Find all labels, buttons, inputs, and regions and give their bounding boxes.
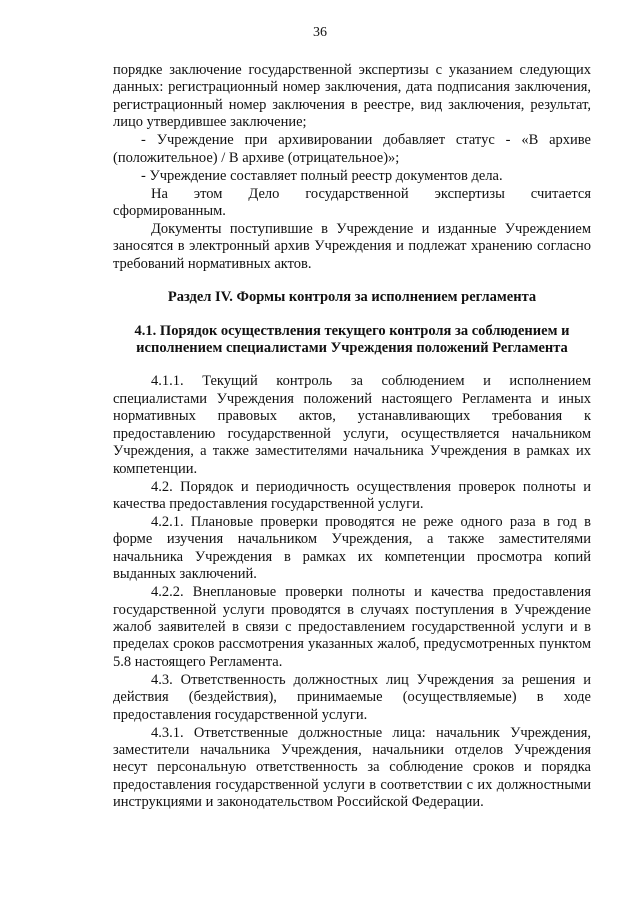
section-heading: Раздел IV. Формы контроля за исполнением регламента xyxy=(167,289,537,306)
paragraph-archive-data: порядке заключение государственной экспертизы с указанием следующих данных: регистрационный номер заключения, дата подписания заключения, регистрационный номер заключения в реестре, вид заключения, результат, лицо утвердившее заключение; xyxy=(113,62,591,131)
paragraph-4-2: 4.2. Порядок и периодичность осуществления проверок полноты и качества предоставления государственной услуги. xyxy=(113,478,591,512)
paragraph-registry: - Учреждение составляет полный реестр документов дела. xyxy=(141,167,503,184)
paragraph-4-1-1: 4.1.1. Текущий контроль за соблюдением и исполнением специалистами Учреждения положений настоящего Регламента и иных нормативных правовых актов, устанавливающих требования к предоставлению государственной услуги, осуществляется начальником Учреждения, а также заместителями начальника Учреждения в рамках их компетенции. xyxy=(113,373,591,477)
paragraph-4-3: 4.3. Ответственность должностных лиц Учреждения за решения и действия (бездействия), принимаемые (осуществляемые) в ходе предоставления государственной услуги. xyxy=(113,671,591,723)
document-body xyxy=(113,62,591,812)
paragraph-4-2-2: 4.2.2. Внеплановые проверки полноты и качества предоставления государственной услуги проводятся в случаях поступления в Учреждение жалоб заявителей в связи с предоставлением государственной услуги и в пределах сроков рассмотрения указанных жалоб, предусмотренных пунктом 5.8 настоящего Регламента. xyxy=(113,584,591,670)
page-number: 36 xyxy=(313,25,327,40)
subsection-heading: 4.1. Порядок осуществления текущего контроля за соблюдением и исполнением специалистами Учреждения положений Регламента xyxy=(134,322,570,357)
paragraph-4-2-1: 4.2.1. Плановые проверки проводятся не реже одного раза в год в форме изучения начальником Учреждения, а также заместителями начальника Учреждения в рамках их компетенции просмотра копий выданных заключений. xyxy=(113,513,591,583)
paragraph-case-formed: На этом Дело государственной экспертизы считается сформированным. xyxy=(113,185,591,220)
paragraph-archive-status: - Учреждение при архивировании добавляет статус - «В архиве (положительное) / В архиве (отрицательное)»; xyxy=(113,132,591,166)
paragraph-4-3-1: 4.3.1. Ответственные должностные лица: начальник Учреждения, заместители начальника Учреждения, начальники отделов Учреждения несут персональную ответственность за соблюдение сроков и порядка предоставления государственной услуги в соответствии с их должностными инструкциями и законодательством Российской Федерации. xyxy=(113,724,591,811)
paragraph-electronic-archive: Документы поступившие в Учреждение и изданные Учреждением заносятся в электронный архив Учреждения и подлежат хранению согласно требований нормативных актов. xyxy=(113,221,591,272)
